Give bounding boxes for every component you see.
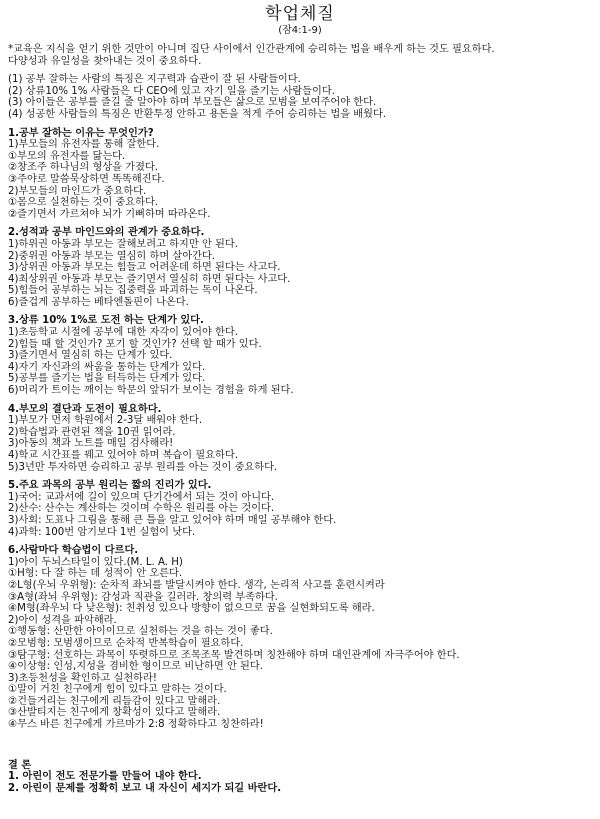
section-6 <box>8 545 592 731</box>
summary-item: (1) 공부 잘하는 사람의 특징은 지구력과 습관이 잘 된 사람들이다. <box>8 74 301 86</box>
section-line: ②모범형: 모범생이므로 순차적 반복학습이 필요하다. <box>8 637 244 649</box>
section-line: ②L형(우뇌 우위형): 순차적 좌뇌를 발달시켜야 한다. 생각, 논리적 사고를 훈련시켜라 <box>8 579 385 591</box>
section-line: 5)3년만 투자하면 승리하고 공부 원리를 아는 것이 중요하다. <box>8 461 278 473</box>
conclusion-heading: 결 론 <box>8 759 32 771</box>
section-line: ③탐구형: 선호하는 과목이 뚜렷하므로 조목조목 발견하며 칭찬해야 하며 대인관계에 자극주어야 한다. <box>8 649 460 661</box>
section-line: 1)아이 두뇌스타일이 있다.(M. L. A. H) <box>8 556 183 568</box>
section-line: 3)상위권 아동과 부모는 힘들고 어려운데 하면 된다는 사고다. <box>8 262 281 274</box>
conclusion-line: 1. 아린이 전도 전문가를 만들어 내야 한다. <box>8 771 202 783</box>
section-line: 2)아이 성격을 파악해라. <box>8 614 117 626</box>
conclusion-section <box>8 760 592 795</box>
section-5 <box>8 480 592 538</box>
section-line: 3)아동의 책과 노트를 매일 검사해라! <box>8 438 174 450</box>
section-line: ④이상형: 인성,지성을 겸비한 형이므로 비난하면 안 된다. <box>8 661 263 673</box>
section-line: 2)산수: 산수는 계산하는 것이며 수학은 원리를 아는 것이다. <box>8 503 275 515</box>
section-line: ①부모의 유전자를 닮는다. <box>8 150 126 162</box>
section-line: 5)힘들어 공부하는 뇌는 집중력을 파괴하는 독이 나온다. <box>8 285 258 297</box>
section-line: 6)머리가 트이는 깨이는 학문의 앞뒤가 보이는 경험을 하게 된다. <box>8 385 294 397</box>
section-line: 5)공부를 즐기는 법을 터득하는 단계가 있다. <box>8 373 206 385</box>
section-line: ①몸으로 실천하는 것이 중요하다. <box>8 197 159 209</box>
section-heading: 6.사람마다 학습법이 다르다. <box>8 545 139 557</box>
section-line: 3)사회: 도표나 그림을 통해 큰 틀을 알고 있어야 하며 매일 공부해야 한다. <box>8 514 337 526</box>
section-1 <box>8 128 592 221</box>
section-line: ④M형(좌우뇌 다 낮은형): 친취성 있으나 방향이 없으므로 꿈을 실현화되도록 해라. <box>8 603 375 615</box>
scripture-reference: (잠4:1-9) <box>278 25 322 36</box>
section-line: 1)부모들의 유전자를 통해 잘한다. <box>8 139 160 151</box>
section-heading: 1.공부 잘하는 이유는 무엇인가? <box>8 127 154 139</box>
section-line: 1)하위권 아동과 부모는 잘해보려고 하지만 안 된다. <box>8 238 238 250</box>
section-line: ①말이 거친 친구에게 힘이 있다고 말하는 것이다. <box>8 684 227 696</box>
section-line: 1)부모가 먼저 학원에서 2-3달 배워야 한다. <box>8 415 203 427</box>
sections-container <box>8 128 592 738</box>
section-heading: 2.성적과 공부 마인드와의 관계가 중요하다. <box>8 227 205 239</box>
section-line: 4)자기 자신과의 싸움을 통하는 단계가 있다. <box>8 361 206 373</box>
section-line: 3)즐기면서 열심히 하는 단계가 있다. <box>8 350 173 362</box>
section-line: 1)초등학교 시절에 공부에 대한 자각이 있어야 한다. <box>8 327 238 339</box>
section-line: ②창조주 하나님의 형상을 가졌다. <box>8 162 159 174</box>
section-line: 4)최상위권 아동과 부모는 즐기면서 열심히 하면 된다는 사고다. <box>8 273 291 285</box>
section-line: 4)학교 시간표를 꿰고 있어야 하며 복습이 필요하다. <box>8 450 238 461</box>
section-line: ④무스 바른 친구에게 가르마가 2:8 정확하다고 칭찬하라! <box>8 719 264 731</box>
section-line: 6)즐겁게 공부하는 베타엔돌핀이 나온다. <box>8 296 189 308</box>
summary-item: (4) 성공한 사람들의 특징은 반환투정 안하고 용돈을 적게 주어 승리하는 법을 배웠다. <box>8 108 387 120</box>
section-4 <box>8 404 592 474</box>
section-line: 3)초등천성을 확인하고 실천하라! <box>8 672 157 684</box>
intro-text-line-1: *교육은 지식을 얻기 위한 것만이 아니며 집단 사이에서 인간관계에 승리하는 법을 배우게 하는 것도 필요하다. <box>8 44 495 55</box>
intro-text-line-2: 다양성과 유일성을 찾아내는 것이 중요하다. <box>8 55 202 67</box>
summary-item: (3) 아이들은 공부를 즐길 줄 알아야 하며 부모들은 삶으로 모범을 보여주어야 한다. <box>8 97 377 109</box>
summary-item: (2) 상류10% 1% 사람들은 다 CEO에 있고 자기 일을 즐기는 사람들이다. <box>8 85 335 97</box>
section-heading: 3.상류 10% 1%로 도전 하는 단계가 있다. <box>8 315 204 327</box>
section-line: 2)중위권 아동과 부모는 열심히 하며 살아간다. <box>8 250 216 262</box>
document-title: 학업체질 <box>265 4 335 24</box>
section-line: ③주야로 말씀묵상하면 똑똑해진다. <box>8 173 165 185</box>
section-line: ①행동형: 산만한 아이이므로 실천하는 것을 하는 것이 좋다. <box>8 626 273 638</box>
summary-list <box>8 74 592 120</box>
section-line: 1)국어: 교과서에 길이 있으며 단기간에서 되는 것이 아니다. <box>8 491 275 503</box>
section-line: 2)학습법과 관련된 책을 10권 읽어라. <box>8 426 176 438</box>
section-line: ③산발티지는 친구에게 창확성이 있다고 말해라. <box>8 707 221 719</box>
section-line: 2)힘들 때 할 것인가? 포기 할 것인가? 선택 할 때가 있다. <box>8 338 262 350</box>
section-line: 2)부모들의 마인드가 중요하다. <box>8 185 147 197</box>
section-line: 4)과학: 100번 암기보다 1번 실험이 낫다. <box>8 526 196 538</box>
section-heading: 4.부모의 결단과 도전이 필요하다. <box>8 403 162 415</box>
section-line: ①H형: 다 잘 하는 데 성적이 안 오른다. <box>8 568 183 580</box>
section-line: ③A형(좌뇌 우위형): 감성과 직관을 길러라. 창의력 부족하다. <box>8 591 278 603</box>
conclusion-line: 2. 아린이 문제를 정확히 보고 내 자신이 세지가 되길 바란다. <box>8 782 282 794</box>
section-3 <box>8 315 592 396</box>
section-heading: 5.주요 과목의 공부 원리는 짧의 진리가 있다. <box>8 480 212 492</box>
section-line: ②건들거리는 친구에게 리듬감이 있다고 말해라. <box>8 695 221 707</box>
section-line: ②즐기면서 가르쳐야 뇌가 기뻐하며 따라온다. <box>8 208 211 220</box>
section-2 <box>8 227 592 308</box>
